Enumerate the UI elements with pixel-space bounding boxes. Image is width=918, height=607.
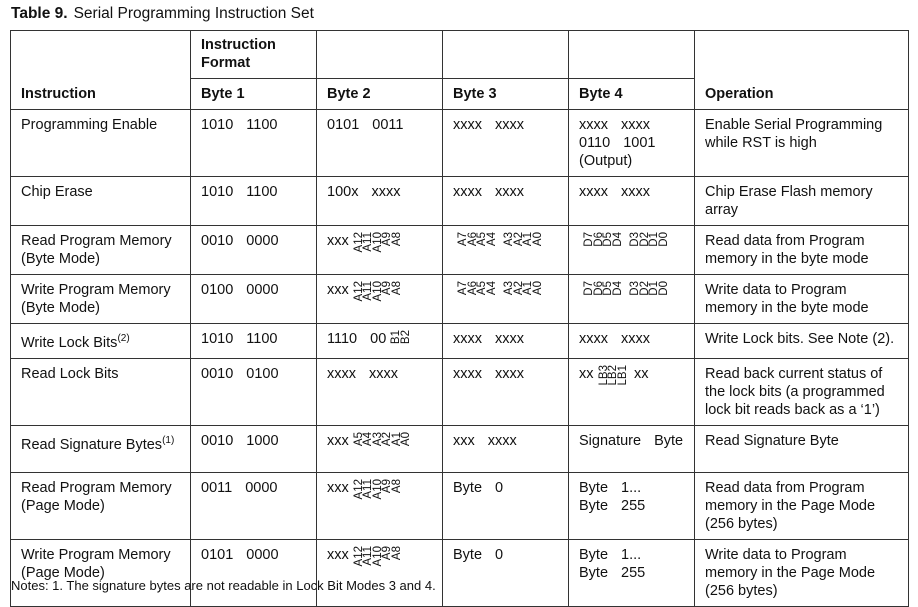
bit-label: A10 [371,281,384,302]
byte2-cell [317,539,443,606]
bit-label: A7 [457,281,469,296]
cell-line: Byte 1... [579,479,642,496]
bit-label: A4 [362,431,375,446]
cell-text: xxxx xxxx [453,365,525,382]
cell-text: 1010 1100 [201,184,278,200]
byte1-cell [191,358,317,425]
bit-group [459,232,497,250]
header-byte4: Byte 4 [569,79,695,110]
bit-label: A9 [381,281,394,296]
cell-text: 0100 0000 [201,282,279,298]
cell-line: (Output) [579,153,633,169]
bit-group [585,281,623,299]
bit-group [392,330,411,348]
cell-prefix: xxx [327,282,349,298]
bit-label: A8 [390,232,403,247]
instruction-cell [11,275,191,324]
byte4-cell [569,226,695,275]
bit-group [352,545,403,567]
byte1-cell [191,324,317,359]
instruction-note-ref: (1) [162,434,175,446]
byte1-cell [191,110,317,177]
bit-label: A4 [485,232,498,247]
bit-label: A9 [381,232,394,247]
bit-label: A11 [362,232,375,252]
byte1-cell [191,177,317,226]
byte4-cell [569,177,695,226]
bit-label: D3 [629,232,641,247]
bit-group [459,281,497,299]
cell-text: Byte 0 [453,479,504,496]
cell-text: 0101 0000 [201,546,279,563]
cell-line: Byte 1... [579,546,642,563]
bit-label: D6 [592,281,605,296]
bit-label: A2 [512,281,525,296]
cell-text: 0010 0100 [201,365,279,382]
bit-group [352,478,403,500]
byte3-cell [443,324,569,359]
bit-label: A10 [371,545,384,567]
bit-group [631,232,669,250]
instruction-name: Write Lock Bits [21,334,118,351]
bit-label: D1 [648,281,660,296]
bit-label: A1 [522,232,534,247]
instruction-name: Read Program Memory (Byte Mode) [21,233,172,267]
bit-label: D3 [629,281,641,296]
operation-cell: Write Lock bits. See Note (2). [695,324,909,359]
instruction-name: Read Signature Bytes [21,436,163,453]
cell-text: 1010 1100 [201,331,278,347]
bit-label: D0 [657,281,670,296]
bit-label: A6 [466,232,479,247]
bit-label: A12 [352,545,365,567]
byte4-cell [569,275,695,324]
header-row-top [11,31,909,79]
bit-group [505,232,543,250]
instruction-cell [11,110,191,177]
cell-prefix: xxx [327,479,349,496]
cell-prefix: xxx [327,432,349,449]
bit-label: A10 [371,232,384,253]
instruction-cell [11,539,191,606]
instruction-cell [11,425,191,472]
byte3-cell [443,275,569,324]
byte1-cell [191,539,317,606]
header-byte3: Byte 3 [443,79,569,110]
table-row [11,110,909,177]
table-title: Serial Programming Instruction Set [73,5,314,22]
byte2-cell [317,472,443,539]
bit-label: D2 [638,232,651,247]
table-row [11,472,909,539]
bit-label: B2 [399,330,412,345]
operation-cell: Read back current status of the lock bits (a programmed lock bit reads back as a ‘1’) [695,358,909,425]
cell-text: xxxx xxxx [579,331,651,347]
bit-label: D7 [583,232,595,247]
instruction-name: Read Program Memory (Page Mode) [21,479,172,514]
bit-label: LB2 [607,364,619,386]
bit-group [352,431,413,450]
byte2-cell [317,324,443,359]
bit-label: A0 [531,281,544,296]
cell-text: 1010 1100 [201,117,278,133]
bit-label: B1 [390,330,403,345]
bit-group [352,232,403,253]
byte2-cell [317,177,443,226]
bit-label: A8 [390,545,403,560]
instruction-cell [11,177,191,226]
bit-label: D1 [648,232,660,247]
bit-label: A12 [352,478,365,500]
bit-label: D0 [657,232,670,247]
bit-label: A0 [531,232,544,247]
cell-text: Signature Byte [579,432,684,449]
instruction-name: Chip Erase [21,184,93,200]
bit-group [352,281,403,302]
bit-label: A3 [503,232,515,247]
cell-text: 0101 0011 [327,117,404,133]
header-byte2: Byte 2 [317,79,443,110]
instruction-table [10,30,909,607]
bit-label: D4 [611,232,624,247]
byte4-cell [569,539,695,606]
bit-label: A12 [352,281,365,302]
cell-text: xxxx xxxx [453,331,525,347]
bit-label: A3 [371,431,384,446]
header-instruction-format: Instruction Format [191,31,317,79]
bit-label: A1 [390,431,403,446]
cell-prefix: xxx [327,546,349,563]
bit-label: D4 [611,281,624,296]
bit-group [631,281,669,299]
bit-label: D7 [583,281,595,296]
bit-label: A9 [381,545,394,560]
instruction-name: Programming Enable [21,117,158,133]
byte3-cell [443,425,569,472]
bit-label: A3 [503,281,515,296]
bit-label: A0 [400,431,413,446]
instruction-note-ref: (2) [117,333,130,344]
bit-group [505,281,543,299]
cell-suffix: xx [634,365,649,382]
instruction-cell [11,358,191,425]
byte3-cell [443,539,569,606]
table-number: Table 9. [11,5,68,22]
cell-text: 0011 0000 [201,479,278,496]
table-row [11,539,909,606]
byte2-cell [317,226,443,275]
operation-cell: Read data from Program memory in the Page Mode (256 bytes) [695,472,909,539]
cell-line: Byte 255 [579,497,646,514]
instruction-name: Write Program Memory (Page Mode) [21,546,171,581]
byte2-cell [317,358,443,425]
cell-line: xxxx xxxx [579,117,651,133]
instruction-name: Read Lock Bits [21,365,119,382]
table-caption [11,5,314,23]
header-instruction: Instruction [11,31,191,110]
byte4-cell [569,472,695,539]
bit-label: LB3 [597,364,610,386]
bit-label: A11 [362,545,375,566]
operation-cell: Chip Erase Flash memory array [695,177,909,226]
byte4-cell [569,425,695,472]
operation-cell: Write data to Program memory in the byte mode [695,275,909,324]
cell-text: xxxx xxxx [327,365,399,382]
operation-cell: Enable Serial Programming while RST is high [695,110,909,177]
operation-cell: Read data from Program memory in the byte mode [695,226,909,275]
bit-label: A6 [466,281,479,296]
bit-label: A12 [352,232,365,253]
cell-text: xxxx xxxx [579,184,651,200]
bit-label: A5 [476,232,488,247]
bit-label: A1 [522,281,534,296]
table-row [11,358,909,425]
byte1-cell [191,226,317,275]
bit-label: LB1 [616,364,629,386]
header-byte1: Byte 1 [191,79,317,110]
bit-label: A2 [512,232,525,247]
byte1-cell [191,275,317,324]
table-row [11,177,909,226]
cell-prefix: xxx [327,233,349,249]
bit-label: A8 [390,478,403,493]
byte4-cell [569,324,695,359]
byte1-cell [191,472,317,539]
cell-text: Byte 0 [453,546,504,563]
table-row [11,425,909,472]
byte2-cell [317,425,443,472]
cell-text: xxxx xxxx [453,117,525,133]
byte3-cell [443,110,569,177]
bit-label: A11 [362,281,375,301]
bit-label: A5 [352,431,365,446]
byte3-cell [443,177,569,226]
bit-label: A8 [390,281,403,296]
cell-text: xxx xxxx [453,432,517,449]
bit-label: A2 [381,431,394,446]
cell-text: xxxx xxxx [453,184,525,200]
bit-label: A4 [485,281,498,296]
table-note: Notes: 1. The signature bytes are not readable in Lock Bit Modes 3 and 4. [11,578,436,593]
byte4-cell [569,110,695,177]
byte2-cell [317,110,443,177]
bit-label: A10 [371,478,384,500]
cell-line: 0110 1001 [579,135,656,151]
bit-label: D2 [638,281,651,296]
instruction-cell [11,226,191,275]
byte3-cell [443,358,569,425]
cell-text: 0010 1000 [201,432,279,449]
instruction-name: Write Program Memory (Byte Mode) [21,282,171,316]
cell-text: 0010 0000 [201,233,279,249]
byte4-cell [569,358,695,425]
table-row [11,324,909,359]
bit-label: D6 [592,232,605,247]
cell-prefix: 1110 00 [327,331,387,347]
table-body [11,31,909,607]
cell-prefix: xx [579,365,594,382]
bit-label: A9 [381,478,394,493]
bit-group [597,364,629,386]
bit-label: D5 [602,281,614,296]
instruction-cell [11,324,191,359]
table-row [11,275,909,324]
instruction-cell [11,472,191,539]
bit-label: A11 [362,478,375,499]
table-row [11,226,909,275]
byte3-cell [443,226,569,275]
bit-label: A7 [457,232,469,247]
bit-group [585,232,623,250]
header-operation: Operation [695,31,909,110]
byte2-cell [317,275,443,324]
cell-text: 100x xxxx [327,184,401,200]
byte1-cell [191,425,317,472]
bit-label: A5 [476,281,488,296]
cell-line: Byte 255 [579,564,646,581]
operation-cell: Read Signature Byte [695,425,909,472]
bit-label: D5 [602,232,614,247]
operation-cell: Write data to Program memory in the Page Mode (256 bytes) [695,539,909,606]
byte3-cell [443,472,569,539]
